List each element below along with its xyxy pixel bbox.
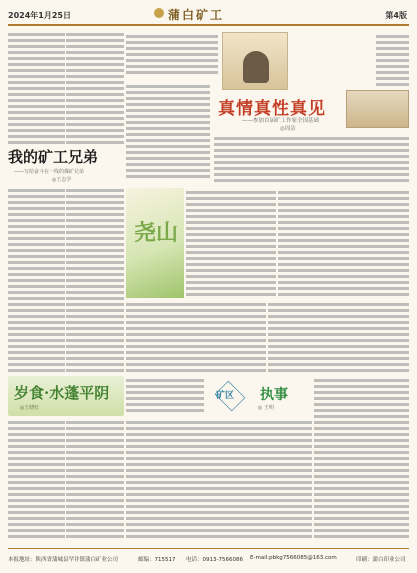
article-column-center xyxy=(126,300,266,374)
feature-body-main xyxy=(214,134,409,186)
execution-article-body xyxy=(126,418,312,540)
header-rule xyxy=(8,24,409,26)
feature-headline xyxy=(218,94,368,132)
feature-subtitle: ——参加首届矿工作家全国基础 xyxy=(242,118,320,124)
left-article-subtitle: ——写给奋斗在一线的煤矿兄弟 xyxy=(14,169,85,175)
footer-phone: 电话：0913-7566086 xyxy=(186,557,243,563)
feature-title: 真情真性真见 xyxy=(218,99,326,119)
feature-portrait-photo xyxy=(222,32,288,90)
article-column-right-top xyxy=(278,188,409,298)
article-column-bottom-center xyxy=(126,376,204,416)
footer-printer: 印刷：蒲白印业公司 xyxy=(356,557,406,563)
page-footer xyxy=(8,548,409,566)
food-article-title: 岁食·水蓬平阴 xyxy=(14,384,110,402)
feature-intro-text xyxy=(126,32,218,78)
poem-column-top-middle xyxy=(66,30,124,144)
execution-article-body-right xyxy=(314,376,409,540)
footer-address: 本报地址：陕西省蒲城县罕井镇蒲白矿业公司 xyxy=(8,557,119,563)
issue-date: 2024年1月25日 xyxy=(8,11,71,20)
left-article-headline xyxy=(8,146,124,184)
page-number: 第4版 xyxy=(385,11,407,20)
article-column-right-middle xyxy=(268,300,409,374)
poem-column-middle xyxy=(66,186,124,374)
mountain-article-title: 尧山 xyxy=(134,220,179,246)
execution-article-author: ◎ 王明 xyxy=(258,405,274,411)
feature-article xyxy=(126,30,409,186)
footer-email: E-mail:pbkg7566085@163.com xyxy=(250,555,337,561)
feature-body-left xyxy=(126,82,210,182)
newspaper-title: 蒲白矿工 xyxy=(168,8,225,22)
feature-author: ◎周洁 xyxy=(280,126,296,132)
poem-column-left xyxy=(8,186,65,374)
poem-column-top-left xyxy=(8,30,65,144)
feature-side-text xyxy=(376,32,409,92)
execution-article-title: 执事 xyxy=(260,387,288,403)
food-article-author: ◎王晓红 xyxy=(20,405,40,411)
food-article-body-right xyxy=(66,418,124,540)
execution-article-headline xyxy=(206,376,312,416)
masthead xyxy=(0,0,417,28)
left-article-author: ◎王志学 xyxy=(52,177,72,183)
food-article-body-left xyxy=(8,418,65,540)
mountain-article xyxy=(126,188,276,298)
food-article-headline xyxy=(8,376,124,416)
logo-label: 矿区 xyxy=(216,391,235,401)
left-article-title: 我的矿工兄弟 xyxy=(8,148,99,166)
footer-postcode: 邮编：715517 xyxy=(138,557,176,563)
